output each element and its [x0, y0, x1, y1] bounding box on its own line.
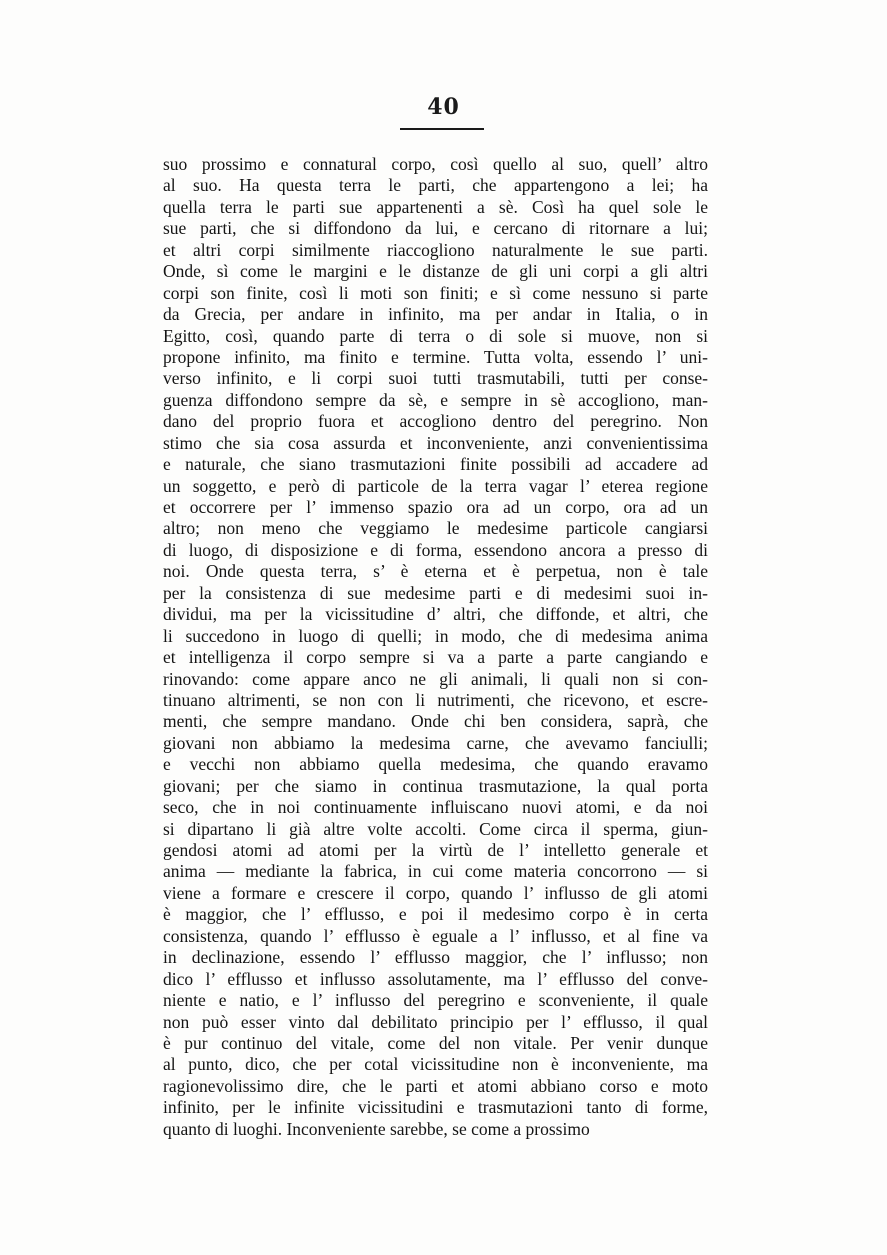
- body-text: [163, 154, 708, 1140]
- text-line: giovani; per che siamo in continua trasmutazione, la qual porta: [163, 775, 708, 796]
- text-line: al suo. Ha questa terra le parti, che appartengono a lei; ha: [163, 175, 708, 196]
- text-line: per la consistenza di sue medesime parti e di medesimi suoi in-: [163, 582, 708, 603]
- text-line: li succedono in luogo di quelli; in modo, che di medesima anima: [163, 625, 708, 646]
- text-line: e naturale, che siano trasmutazioni finite possibili ad accadere ad: [163, 454, 708, 475]
- text-line: corpi son finite, così li moti son finiti; e sì come nessuno si parte: [163, 282, 708, 303]
- text-line: e vecchi non abbiamo quella medesima, che quando eravamo: [163, 754, 708, 775]
- text-line: di luogo, di disposizione e di forma, essendono ancora a presso di: [163, 539, 708, 560]
- text-line: quanto di luoghi. Inconveniente sarebbe, se come a prossimo: [163, 1118, 590, 1139]
- text-line: stimo che sia cosa assurda et inconveniente, anzi convenientissima: [163, 432, 708, 453]
- text-line: guenza diffondono sempre da sè, e sempre in sè accogliono, man-: [163, 389, 708, 410]
- page-number: 40: [427, 94, 460, 120]
- text-line: non può esser vinto dal debilitato principio per l’ efflusso, il qual: [163, 1011, 708, 1032]
- text-line: quella terra le parti sue appartenenti a sè. Così ha quel sole le: [163, 196, 708, 217]
- text-line: verso infinito, e li corpi suoi tutti trasmutabili, tutti per conse-: [163, 368, 708, 389]
- text-line: dico l’ efflusso et influsso assolutamente, ma l’ efflusso del conve-: [163, 968, 708, 989]
- text-line: in declinazione, essendo l’ efflusso maggior, che l’ influsso; non: [163, 947, 708, 968]
- text-line: è maggior, che l’ efflusso, e poi il medesimo corpo è in certa: [163, 904, 708, 925]
- text-line: gendosi atomi ad atomi per la virtù de l’ intelletto generale et: [163, 840, 708, 860]
- text-line: dividui, ma per la vicissitudine d’ altri, che diffonde, et altri, che: [163, 604, 708, 625]
- text-line: sue parti, che si diffondono da lui, e cercano di ritornare a lui;: [163, 218, 708, 239]
- text-line: consistenza, quando l’ efflusso è eguale a l’ influsso, et al fine va: [163, 925, 708, 946]
- text-line: rinovando: come appare anco ne gli animali, li quali non si con-: [163, 668, 708, 689]
- text-line: menti, che sempre mandano. Onde chi ben considera, saprà, che: [163, 711, 708, 732]
- text-line: al punto, dico, che per cotal vicissitudine non è inconveniente, ma: [163, 1054, 708, 1075]
- text-line: Egitto, così, quando parte di terra o di sole si muove, non si: [163, 325, 708, 346]
- text-line: et intelligenza il corpo sempre si va a parte a parte cangiando e: [163, 647, 708, 668]
- text-line: da Grecia, per andare in infinito, ma per andar in Italia, o in: [163, 304, 708, 325]
- text-line: infinito, per le infinite vicissitudini e trasmutazioni tanto di forme,: [163, 1097, 708, 1118]
- text-line: un soggetto, e però di particole de la terra vagar l’ eterea regione: [163, 475, 708, 496]
- text-line: Onde, sì come le margini e le distanze de gli uni corpi a gli altri: [163, 261, 708, 282]
- text-line: anima — mediante la fabrica, in cui come materia concorrono — si: [163, 861, 708, 882]
- text-line: et occorrere per l’ immenso spazio ora ad un corpo, ora ad un: [163, 497, 708, 517]
- text-line: ragionevolissimo dire, che le parti et atomi abbiano corso e moto: [163, 1075, 708, 1096]
- text-line: propone infinito, ma finito e termine. Tutta volta, essendo l’ uni-: [163, 346, 708, 367]
- text-line: dano del proprio fuora et accogliono dentro del peregrino. Non: [163, 411, 708, 432]
- text-line: suo prossimo e connatural corpo, così quello al suo, quell’ altro: [163, 154, 708, 174]
- text-line: tinuano altrimenti, se non con li nutrimenti, che ricevono, et escre-: [163, 689, 708, 710]
- text-line: viene a formare e crescere il corpo, quando l’ influsso de gli atomi: [163, 882, 708, 903]
- text-line: seco, che in noi continuamente influiscano nuovi atomi, e da noi: [163, 797, 708, 818]
- text-line: niente e natio, e l’ influsso del peregrino e sconveniente, il quale: [163, 990, 708, 1011]
- text-line: è pur continuo del vitale, come del non vitale. Per venir dunque: [163, 1032, 708, 1053]
- text-line: altro; non meno che veggiamo le medesime particole cangiarsi: [163, 518, 708, 539]
- text-line: giovani non abbiamo la medesima carne, che avevamo fanciulli;: [163, 732, 708, 753]
- text-line: si dipartano li già altre volte accolti. Come circa il sperma, giun-: [163, 818, 708, 839]
- header-rule: [400, 128, 484, 130]
- text-line: noi. Onde questa terra, s’ è eterna et è perpetua, non è tale: [163, 561, 708, 582]
- text-line: et altri corpi similmente riaccogliono naturalmente le sue parti.: [163, 239, 708, 260]
